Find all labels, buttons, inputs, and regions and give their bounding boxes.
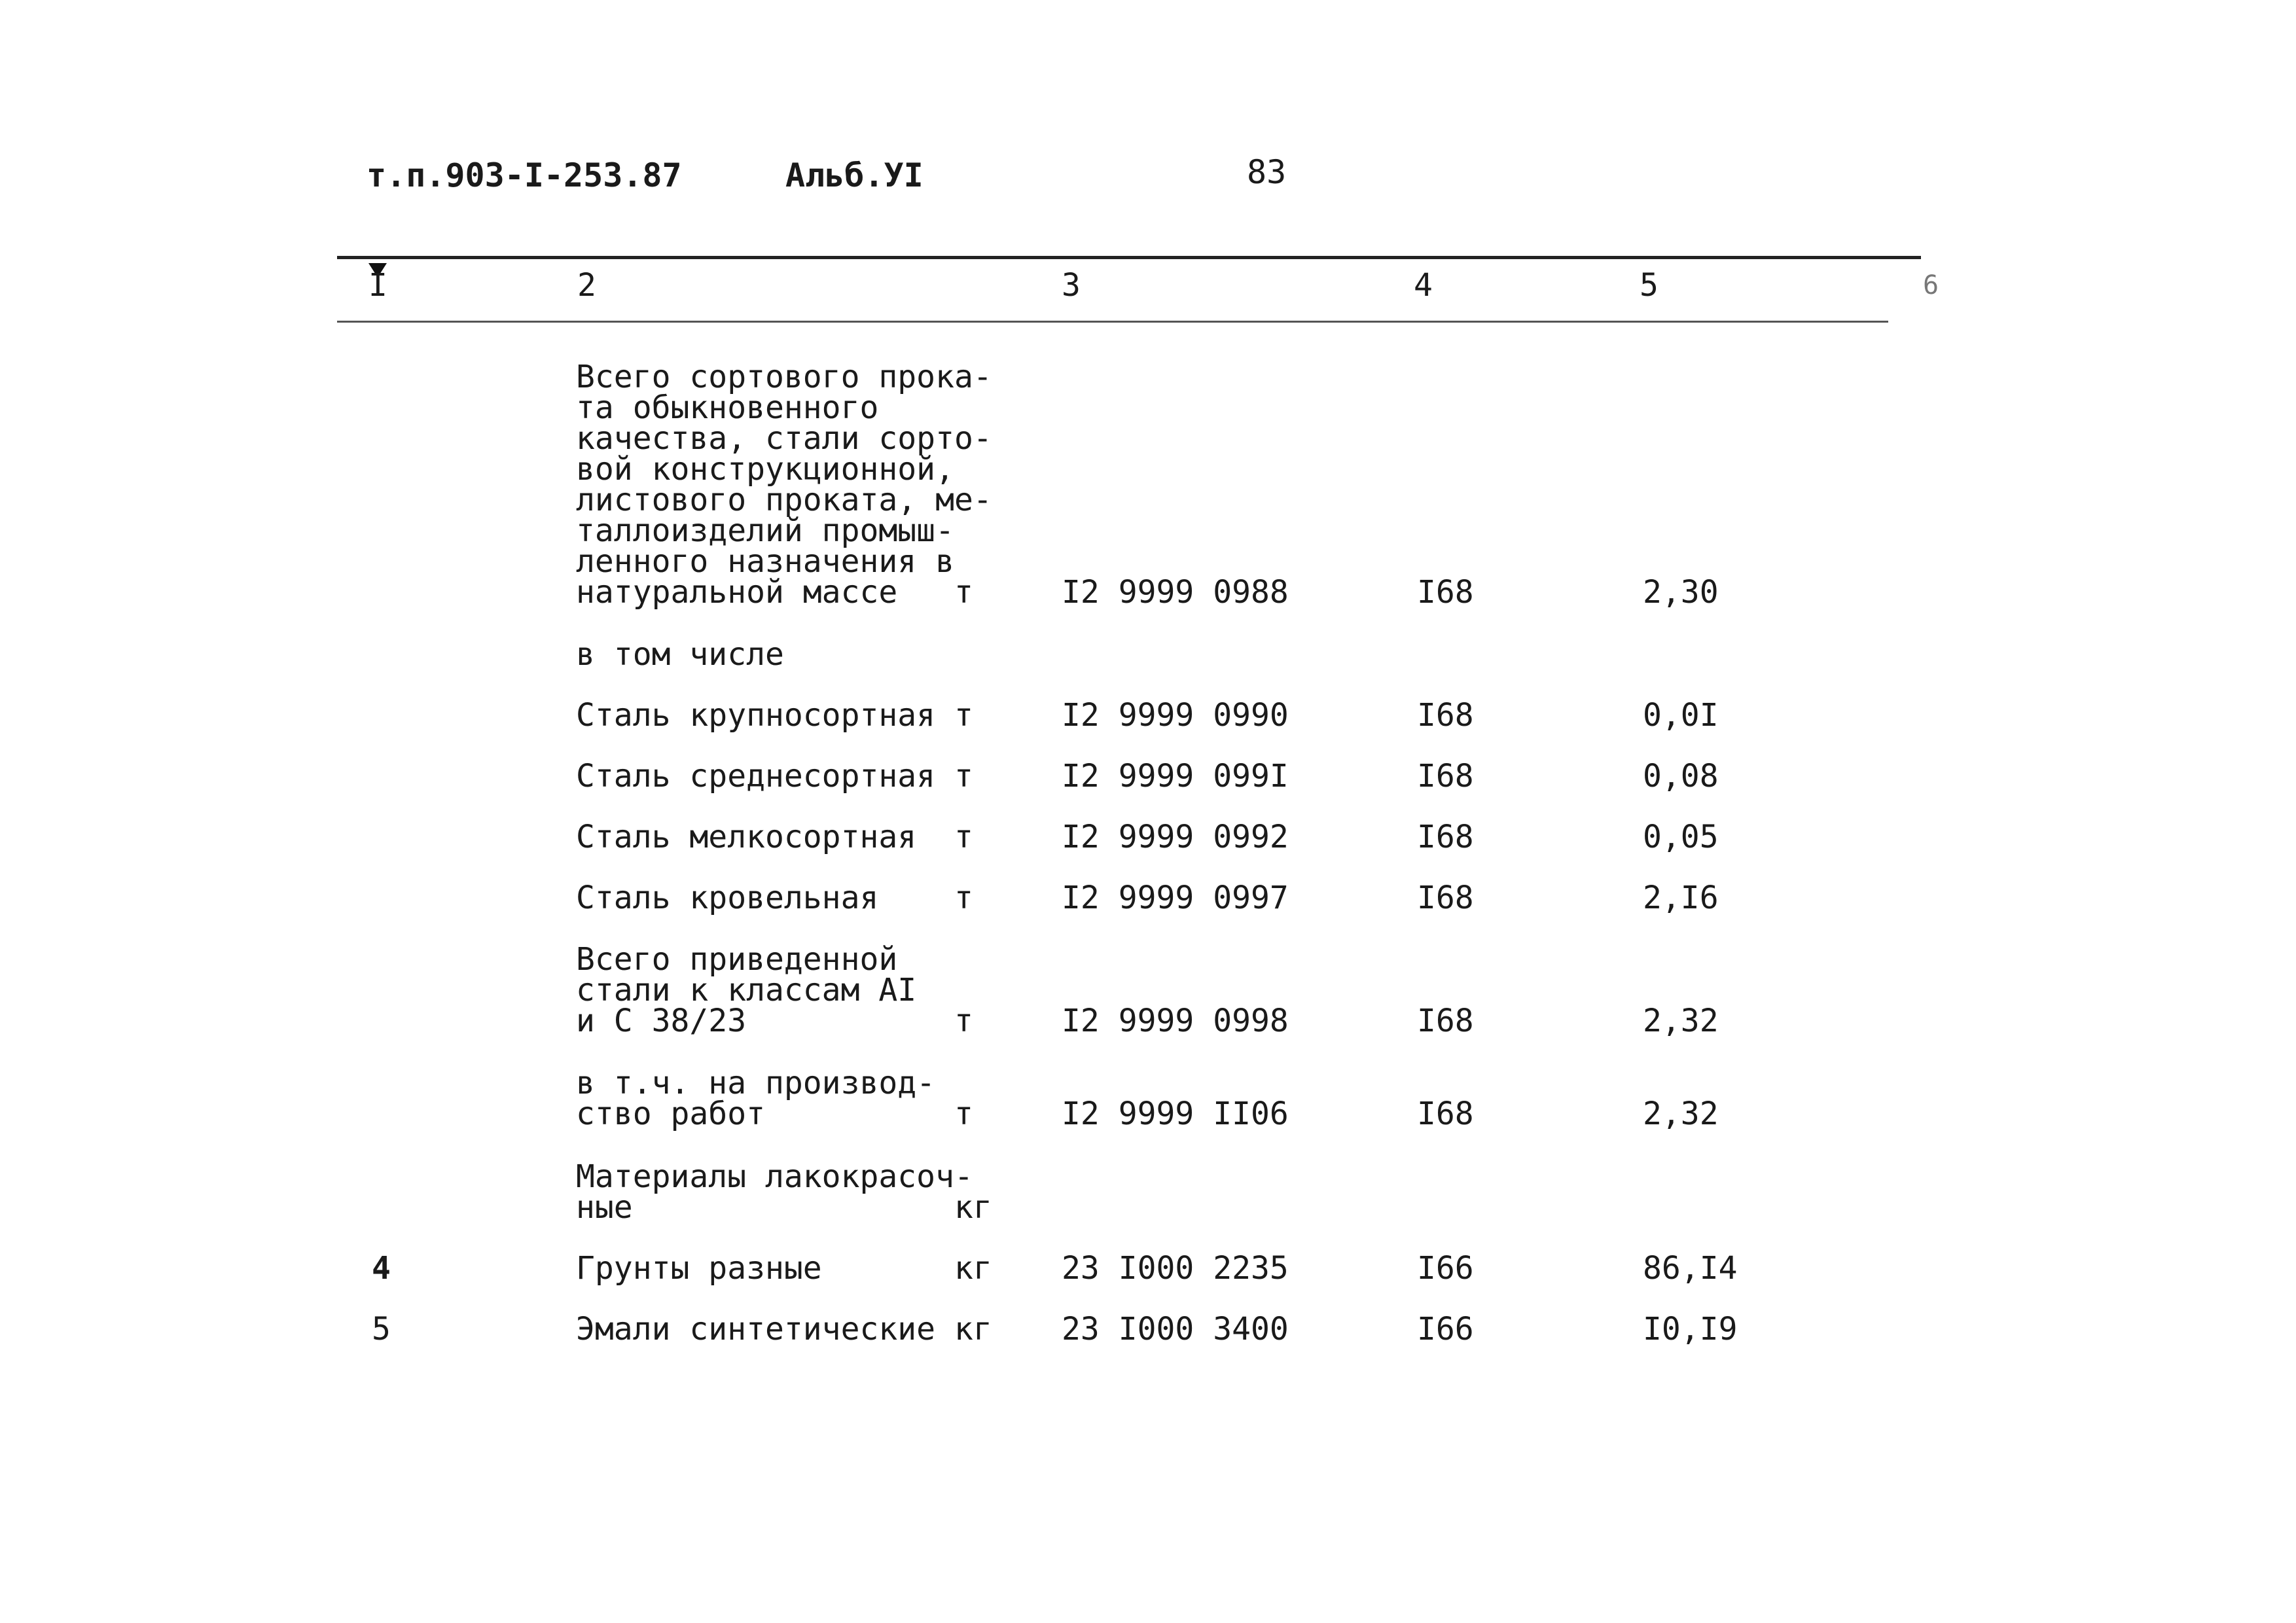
page-number: 83 (1247, 153, 1287, 191)
row-name-line: ные (576, 1189, 633, 1226)
row-code: I2 9999 II06 (1062, 1096, 1289, 1132)
row-col5-value: 86,I4 (1643, 1250, 1738, 1287)
row-col4-value: I68 (1417, 880, 1474, 916)
row-col4-value: I66 (1417, 1250, 1474, 1287)
row-code: I2 9999 0990 (1062, 697, 1289, 734)
row-code: I2 9999 0998 (1062, 1003, 1289, 1039)
row-name-line: Эмали синтетические (576, 1311, 936, 1347)
column-number-6: 6 (1923, 270, 1939, 300)
table-header-rule (337, 321, 1888, 323)
row-name-line: листового проката, ме- (576, 482, 992, 518)
row-unit: т (954, 1096, 973, 1132)
row-name-line: Всего приведенной (576, 941, 898, 978)
row-name-line: стали к классам AI (576, 972, 917, 1008)
row-code: I2 9999 0997 (1062, 880, 1289, 916)
row-code: 23 I000 2235 (1062, 1250, 1289, 1287)
row-col5-value: 0,0I (1643, 697, 1719, 734)
row-col5-value: 2,30 (1643, 574, 1719, 611)
row-col5-value: I0,I9 (1643, 1311, 1738, 1347)
row-name-line: таллоизделий промыш- (576, 512, 954, 549)
row-name-line: Материалы лакокрасоч- (576, 1158, 973, 1195)
row-name-line: в т.ч. на производ- (576, 1065, 936, 1101)
row-col5-value: 0,05 (1643, 819, 1719, 855)
row-name-line: ство работ (576, 1096, 765, 1132)
row-col5-value: 2,32 (1643, 1003, 1719, 1039)
column-number-3: 3 (1062, 267, 1081, 304)
row-name-line: Грунты разные (576, 1250, 822, 1287)
row-col4-value: I66 (1417, 1311, 1474, 1347)
album-label: Альб.УI (785, 156, 924, 194)
column-number-4: 4 (1414, 267, 1433, 304)
row-col4-value: I68 (1417, 1096, 1474, 1132)
row-name-line: Сталь мелкосортная (576, 819, 917, 855)
row-number: 4 (372, 1250, 391, 1287)
row-name-line: ленного назначения в (576, 543, 954, 580)
row-col4-value: I68 (1417, 697, 1474, 734)
row-name-line: Сталь среднесортная (576, 758, 936, 794)
row-col4-value: I68 (1417, 758, 1474, 794)
column-number-1: I (368, 267, 387, 304)
row-code: I2 9999 099I (1062, 758, 1289, 794)
row-code: I2 9999 0992 (1062, 819, 1289, 855)
row-code: 23 I000 3400 (1062, 1311, 1289, 1347)
row-col5-value: 2,I6 (1643, 880, 1719, 916)
column-number-2: 2 (577, 267, 596, 304)
row-code: I2 9999 0988 (1062, 574, 1289, 611)
row-name-line: и С 38/23 (576, 1003, 747, 1039)
row-name-line: Всего сортового прока- (576, 359, 992, 395)
row-col4-value: I68 (1417, 819, 1474, 855)
row-col5-value: 2,32 (1643, 1096, 1719, 1132)
row-unit: кг (954, 1311, 992, 1347)
row-name-line: натуральной массе (576, 574, 898, 611)
row-number: 5 (372, 1311, 391, 1347)
row-name-line: качества, стали сорто- (576, 420, 992, 457)
row-unit: т (954, 574, 973, 611)
row-col5-value: 0,08 (1643, 758, 1719, 794)
row-name-line: та обыкновенного (576, 389, 879, 426)
row-name-line: в том числе (576, 636, 784, 673)
row-unit: кг (954, 1250, 992, 1287)
row-name-line: вой конструкционной, (576, 451, 954, 488)
row-unit: кг (954, 1189, 992, 1226)
row-unit: т (954, 819, 973, 855)
row-name-line: Сталь кровельная (576, 880, 879, 916)
row-name-line: Сталь крупносортная (576, 697, 936, 734)
table-top-rule (337, 256, 1921, 259)
row-col4-value: I68 (1417, 574, 1474, 611)
row-unit: т (954, 697, 973, 734)
row-unit: т (954, 1003, 973, 1039)
row-unit: т (954, 758, 973, 794)
column-number-5: 5 (1640, 267, 1659, 304)
document-code: т.п.903-I-253.87 (367, 156, 682, 194)
row-col4-value: I68 (1417, 1003, 1474, 1039)
row-unit: т (954, 880, 973, 916)
